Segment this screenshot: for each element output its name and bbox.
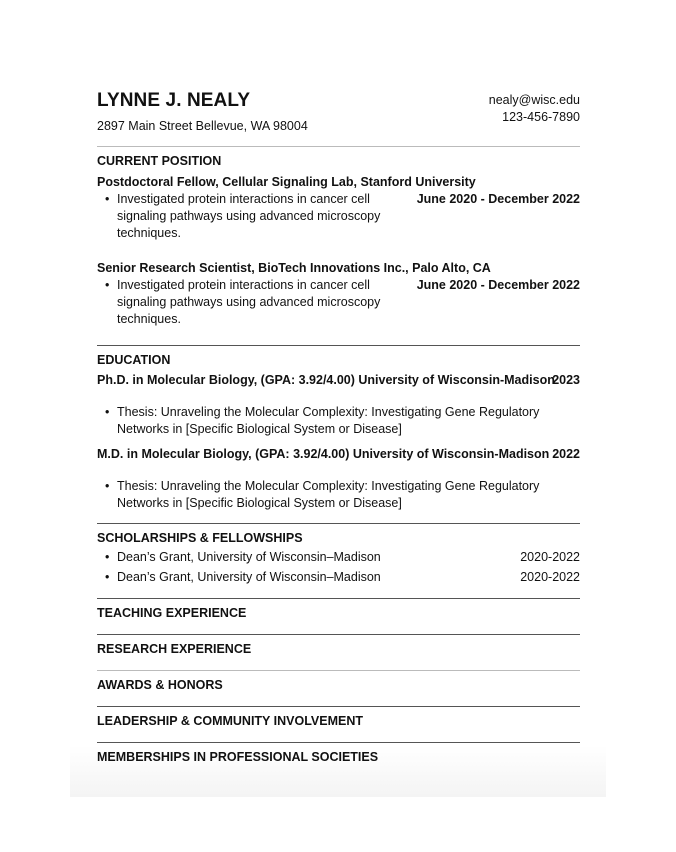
- thesis-text: • Thesis: Unraveling the Molecular Complexity: Investigating Gene Regulatory Networks in [Specific Biological System or Disease]: [117, 479, 540, 510]
- divider: [97, 706, 580, 707]
- divider: [97, 523, 580, 524]
- resume-content: [97, 90, 580, 764]
- education-entry: [97, 373, 580, 438]
- candidate-address: 2897 Main Street Bellevue, WA 98004: [97, 119, 308, 133]
- section-current-position: [97, 154, 580, 328]
- education-entry: [97, 447, 580, 512]
- list-item: [97, 569, 580, 586]
- position-dates: June 2020 - December 2022: [416, 278, 580, 292]
- divider: [97, 634, 580, 635]
- resume-page: [70, 60, 606, 797]
- position-entry: [97, 175, 580, 242]
- list-item: [97, 277, 580, 328]
- section-scholarships: [97, 531, 580, 586]
- scholarship-years: 2020-2022: [520, 550, 580, 564]
- bullet-text: • Investigated protein interactions in cancer cell signaling pathways using advanced microscopy techniques.: [117, 192, 381, 240]
- divider: [97, 345, 580, 346]
- degree-bullets: [97, 478, 580, 512]
- divider: [97, 742, 580, 743]
- position-role: Senior Research Scientist, BioTech Innovations Inc., Palo Alto, CA: [97, 261, 491, 275]
- position-bullets: [97, 191, 580, 242]
- list-item: [97, 191, 580, 242]
- divider: [97, 598, 580, 599]
- contact-email[interactable]: nealy@wisc.edu: [488, 93, 580, 107]
- bullet-text: • Investigated protein interactions in cancer cell signaling pathways using advanced microscopy techniques.: [117, 278, 381, 326]
- section-title-awards: AWARDS & HONORS: [97, 678, 223, 692]
- degree-name: Ph.D. in Molecular Biology, (GPA: 3.92/4.00) University of Wisconsin-Madison: [97, 373, 555, 387]
- section-title-research: RESEARCH EXPERIENCE: [97, 642, 252, 656]
- position-entry: [97, 261, 580, 328]
- list-item: [97, 478, 580, 512]
- section-title: SCHOLARSHIPS & FELLOWSHIPS: [97, 531, 303, 545]
- degree-year: 2022: [552, 447, 580, 461]
- position-dates: June 2020 - December 2022: [416, 192, 580, 206]
- scholarship-years: 2020-2022: [520, 570, 580, 584]
- list-item: [97, 404, 580, 438]
- contact-block: [489, 92, 580, 126]
- degree-name: M.D. in Molecular Biology, (GPA: 3.92/4.00) University of Wisconsin-Madison: [97, 447, 550, 461]
- candidate-name: LYNNE J. NEALY: [97, 90, 251, 111]
- section-title-leadership: LEADERSHIP & COMMUNITY INVOLVEMENT: [97, 714, 363, 728]
- section-title-teaching: TEACHING EXPERIENCE: [97, 606, 247, 620]
- degree-title: [97, 373, 580, 387]
- scholarship-list: [97, 549, 580, 586]
- section-title: CURRENT POSITION: [97, 154, 222, 168]
- resume-header: [97, 90, 580, 146]
- section-education: [97, 353, 580, 512]
- section-title: EDUCATION: [97, 353, 171, 367]
- scholarship-name: Dean’s Grant, University of Wisconsin–Madison: [117, 570, 381, 584]
- divider: [97, 670, 580, 671]
- list-item: [97, 549, 580, 566]
- contact-phone[interactable]: 123-456-7890: [502, 110, 580, 124]
- thesis-text: • Thesis: Unraveling the Molecular Complexity: Investigating Gene Regulatory Networks in [Specific Biological System or Disease]: [117, 405, 540, 436]
- degree-bullets: [97, 404, 580, 438]
- degree-title: [97, 447, 580, 461]
- position-bullets: [97, 277, 580, 328]
- position-role: Postdoctoral Fellow, Cellular Signaling Lab, Stanford University: [97, 175, 476, 189]
- degree-year: 2023: [552, 373, 580, 387]
- section-title-memberships: MEMBERSHIPS IN PROFESSIONAL SOCIETIES: [97, 750, 379, 764]
- scholarship-name: Dean’s Grant, University of Wisconsin–Madison: [117, 550, 381, 564]
- divider: [97, 146, 580, 147]
